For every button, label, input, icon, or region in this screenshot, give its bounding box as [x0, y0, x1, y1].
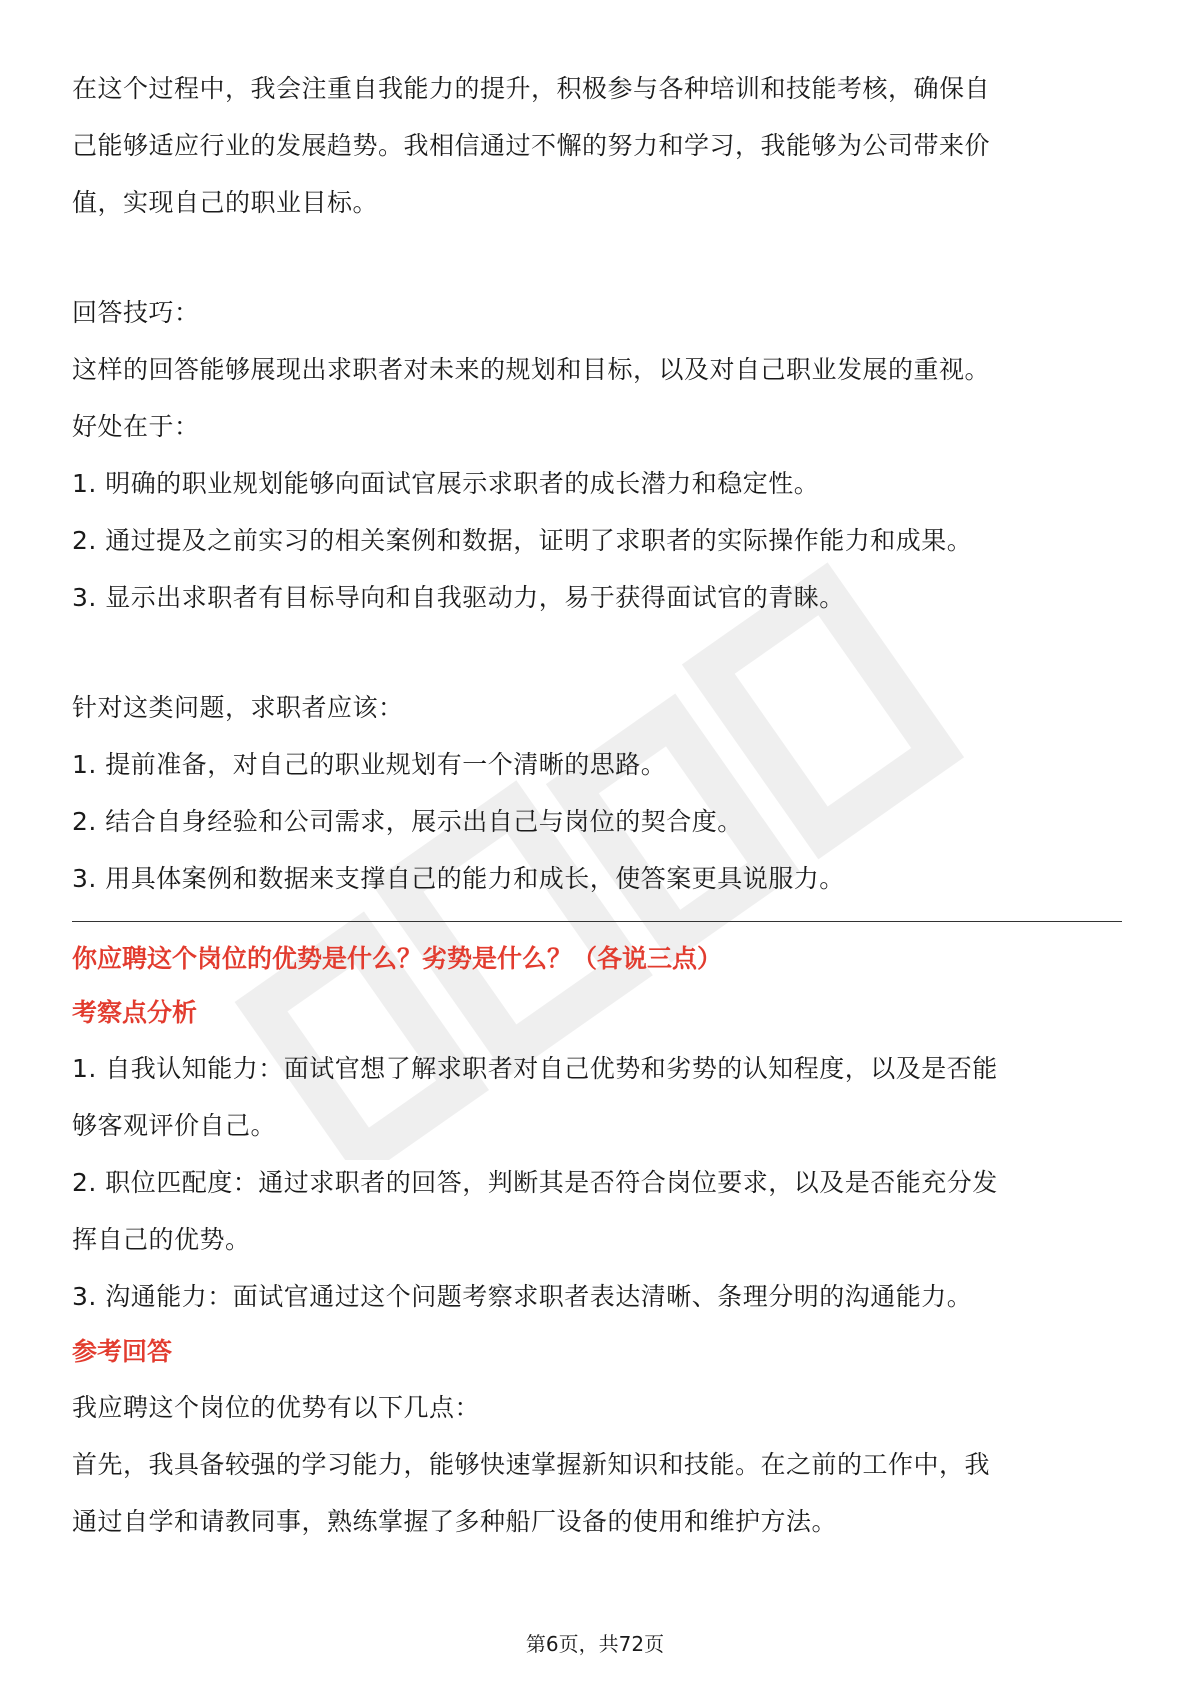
reference-heading: 参考回答 [72, 1337, 173, 1366]
analysis-heading: 考察点分析 [72, 998, 198, 1027]
question-title: 你应聘这个岗位的优势是什么？劣势是什么？（各说三点） [72, 944, 723, 973]
intro-line-3: 值，实现自己的职业目标。 [72, 188, 379, 217]
analysis-item-2-line-1: 2. 职位匹配度：通过求职者的回答，判断其是否符合岗位要求，以及是否能充分发 [72, 1168, 998, 1197]
section-divider [72, 921, 1122, 922]
benefit-item: 3. 显示出求职者有目标导向和自我驱动力，易于获得面试官的青睐。 [72, 583, 845, 612]
advice-item: 2. 结合自身经验和公司需求，展示出自己与岗位的契合度。 [72, 807, 743, 836]
intro-line-1: 在这个过程中，我会注重自我能力的提升，积极参与各种培训和技能考核，确保自 [72, 74, 991, 103]
analysis-item-3-line-1: 3. 沟通能力：面试官通过这个问题考察求职者表达清晰、条理分明的沟通能力。 [72, 1282, 973, 1311]
page-footer: 第6页，共72页 [525, 1632, 665, 1656]
advice-item: 1. 提前准备，对自己的职业规划有一个清晰的思路。 [72, 750, 667, 779]
intro-line-2: 己能够适应行业的发展趋势。我相信通过不懈的努力和学习，我能够为公司带来价 [72, 131, 991, 160]
reference-intro: 我应聘这个岗位的优势有以下几点： [72, 1393, 481, 1422]
analysis-item-1-line-1: 1. 自我认知能力：面试官想了解求职者对自己优势和劣势的认知程度，以及是否能 [72, 1054, 998, 1083]
advice-heading: 针对这类问题，求职者应该： [72, 693, 404, 722]
reference-line-1: 首先，我具备较强的学习能力，能够快速掌握新知识和技能。在之前的工作中，我 [72, 1450, 991, 1479]
document-page [72, 60, 1122, 1550]
tips-summary: 这样的回答能够展现出求职者对未来的规划和目标，以及对自己职业发展的重视。 [72, 355, 991, 384]
advice-item: 3. 用具体案例和数据来支撑自己的能力和成长，使答案更具说服力。 [72, 864, 845, 893]
analysis-item-1-line-2: 够客观评价自己。 [72, 1111, 277, 1140]
tips-heading: 回答技巧： [72, 298, 200, 327]
analysis-item-2-line-2: 挥自己的优势。 [72, 1225, 251, 1254]
benefit-item: 2. 通过提及之前实习的相关案例和数据，证明了求职者的实际操作能力和成果。 [72, 526, 973, 555]
reference-line-2: 通过自学和请教同事，熟练掌握了多种船厂设备的使用和维护方法。 [72, 1507, 838, 1536]
benefit-item: 1. 明确的职业规划能够向面试官展示求职者的成长潜力和稳定性。 [72, 469, 820, 498]
benefits-heading: 好处在于： [72, 412, 200, 441]
